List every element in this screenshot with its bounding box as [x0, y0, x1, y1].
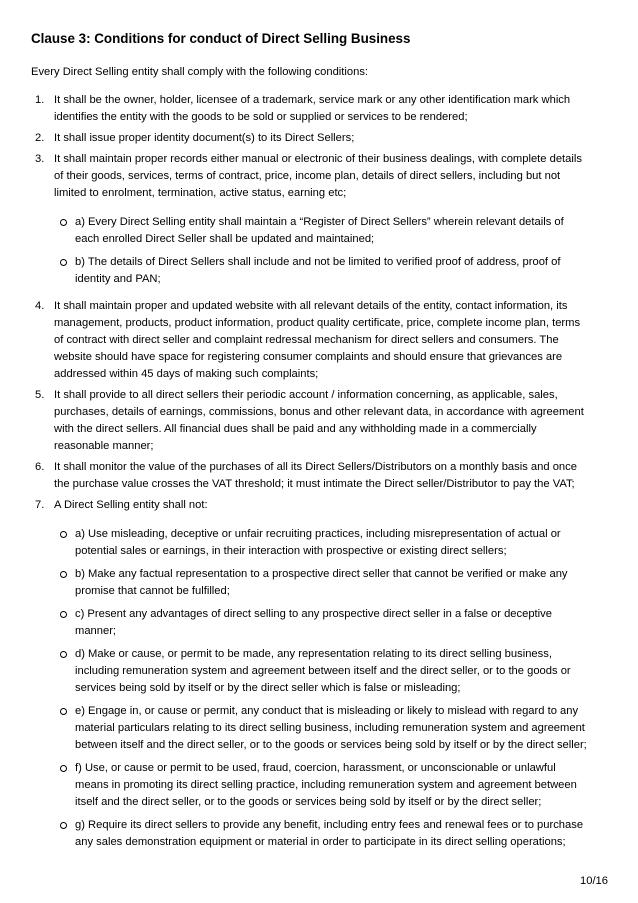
item-text: It shall issue proper identity document(s) to its Direct Sellers; [54, 132, 355, 144]
sub-item-text: d) Make or cause, or permit to be made, any representation relating to its direct selling business, including remuneration system and agreement between itself and the direct seller, or to the goods or services being sold by itself or by the direct seller which is false or misleading; [75, 648, 571, 694]
sub-item [0, 817, 589, 851]
bullet-circle-icon [60, 219, 67, 226]
sub-item [0, 646, 589, 697]
sub-item-text: c) Present any advantages of direct selling to any prospective direct seller in a false or deceptive manner; [75, 608, 552, 637]
item-number: 1. [35, 94, 45, 106]
bullet-circle-icon [60, 259, 67, 266]
bullet-circle-icon [60, 708, 67, 715]
sub-item-text: b) Make any factual representation to a prospective direct seller that cannot be verified or make any promise that cannot be fulfilled; [75, 568, 568, 597]
bullet-circle-icon [60, 765, 67, 772]
sub-item [0, 214, 589, 248]
sub-item [0, 526, 589, 560]
sub-item-text: a) Every Direct Selling entity shall maintain a “Register of Direct Sellers” wherein relevant details of each enrolled Direct Seller shall be updated and maintained; [75, 216, 564, 245]
sub-list-3 [0, 214, 638, 288]
item-number: 4. [35, 300, 45, 312]
item-number: 6. [35, 461, 45, 473]
sub-item-text: g) Require its direct sellers to provide any benefit, including entry fees and renewal fees or to purchase any sales demonstration equipment or material in order to participate in its direct selling operations; [75, 819, 584, 848]
clause-item-1 [0, 92, 590, 126]
clause-item-2 [0, 130, 590, 147]
sub-item [0, 703, 589, 754]
item-number: 5. [35, 389, 45, 401]
sub-item [0, 566, 589, 600]
item-number: 7. [35, 499, 45, 511]
item-text: It shall maintain proper records either manual or electronic of their business dealings, with complete details of their goods, services, terms of contract, price, income plan, details of direct sellers, including but not limited to enrolment, termination, active status, earning etc; [54, 153, 582, 199]
bullet-circle-icon [60, 611, 67, 618]
item-text: It shall be the owner, holder, licensee of a trademark, service mark or any other identification mark which identifies the entity with the goods to be sold or supplied or services to be rendered; [54, 94, 571, 123]
bullet-circle-icon [60, 822, 67, 829]
bullet-circle-icon [60, 651, 67, 658]
clause-item-5 [0, 387, 590, 455]
item-text: It shall maintain proper and updated website with all relevant details of the entity, contact information, its management, products, product information, product quality certificate, price, complete income plan, terms of contract with direct seller and complaint redressal mechanism for direct sellers and consumers. The website should have space for registering consumer complaints and should ensure that grievances are addressed within 45 days of making such complaints; [54, 300, 581, 380]
sub-item-text: f) Use, or cause or permit to be used, fraud, coercion, harassment, or unconscionable or unlawful means in promoting its direct selling practice, including remuneration system and agreement between itself and the direct seller, or to the goods or services being sold by itself or by the direct seller; [75, 762, 577, 808]
item-number: 3. [35, 153, 45, 165]
page-number: 10/16 [580, 875, 608, 887]
item-text: It shall monitor the value of the purchases of all its Direct Sellers/Distributors on a monthly basis and once the purchase value crosses the VAT threshold; it must intimate the Direct seller/Distributor to pay the VAT; [54, 461, 577, 490]
sub-item [0, 606, 589, 640]
clause-item-4 [0, 298, 590, 383]
item-text: It shall provide to all direct sellers their periodic account / information concerning, as applicable, sales, purchases, details of earnings, commissions, bonus and other relevant data, in accordance with agreement with the direct sellers. All financial dues shall be paid and any withholding made in a commercially reasonable manner; [54, 389, 584, 452]
sub-item [0, 254, 589, 288]
clause-item-3 [0, 151, 590, 202]
sub-item-text: e) Engage in, or cause or permit, any conduct that is misleading or likely to mislead with regard to any material particulars relating to its direct selling business, including remuneration system and agreement between itself and the direct seller, or to the goods or services being sold by itself or by the direct seller; [75, 705, 587, 751]
clause-item-6 [0, 459, 590, 493]
sub-item [0, 760, 589, 811]
clause-item-7 [0, 497, 590, 514]
clause-list [0, 92, 638, 861]
clause-title: Clause 3: Conditions for conduct of Direct Selling Business [31, 31, 411, 46]
sub-list-7 [0, 526, 638, 851]
item-number: 2. [35, 132, 45, 144]
bullet-circle-icon [60, 531, 67, 538]
sub-item-text: a) Use misleading, deceptive or unfair recruiting practices, including misrepresentation of actual or potential sales or earnings, in their interaction with prospective or existing direct sellers; [75, 528, 561, 557]
sub-item-text: b) The details of Direct Sellers shall include and not be limited to verified proof of address, proof of identity and PAN; [75, 256, 561, 285]
intro-text: Every Direct Selling entity shall comply with the following conditions: [31, 66, 369, 78]
bullet-circle-icon [60, 571, 67, 578]
item-text: A Direct Selling entity shall not: [54, 499, 208, 511]
